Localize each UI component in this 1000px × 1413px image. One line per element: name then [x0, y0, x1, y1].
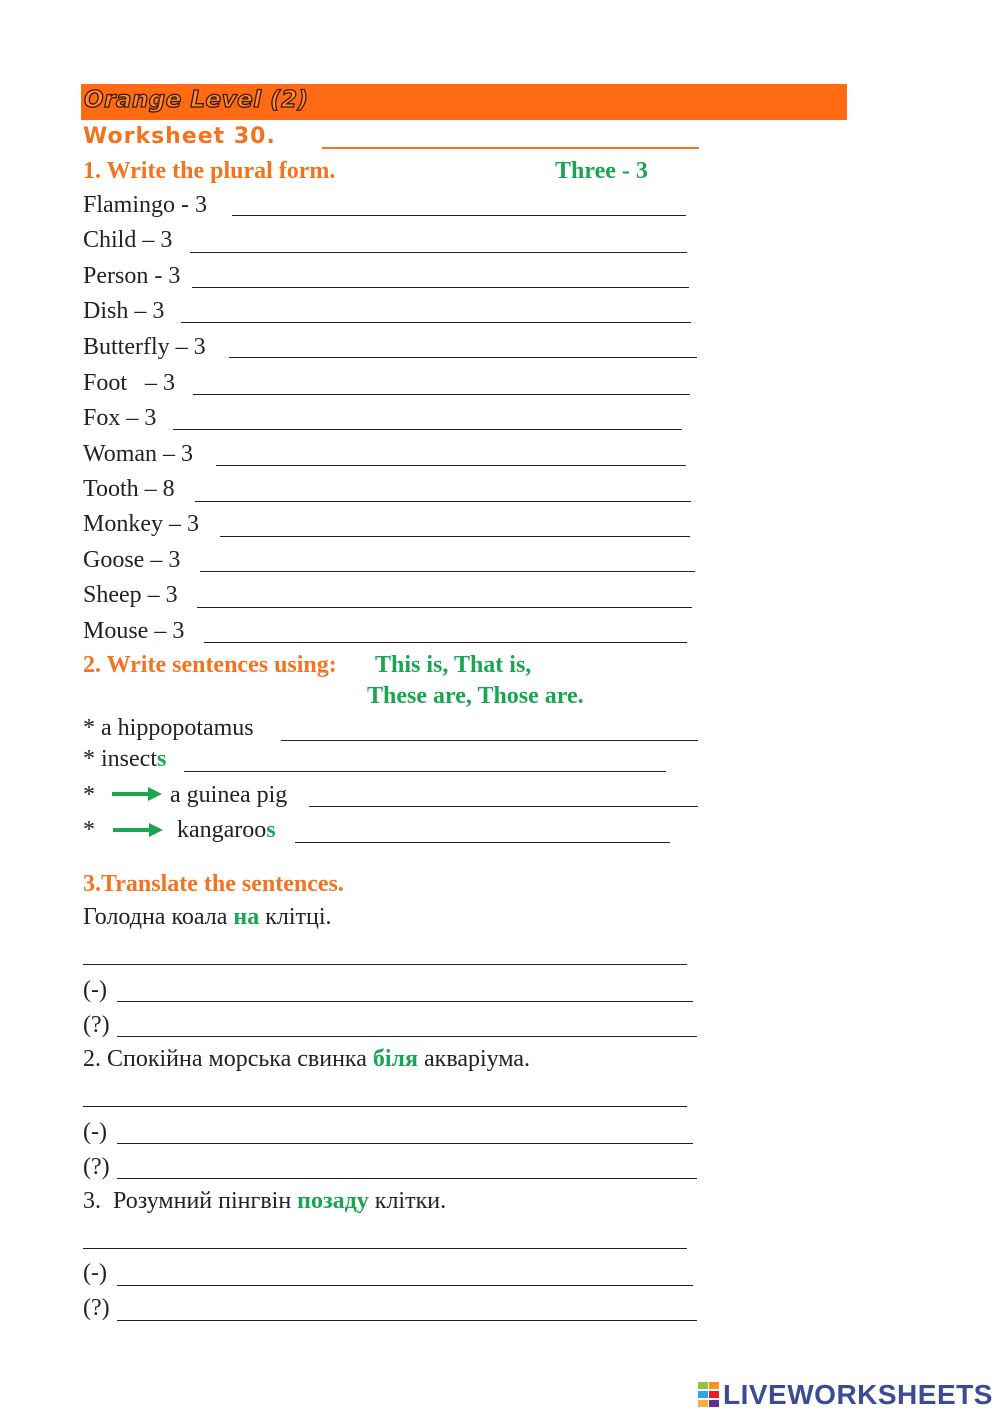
answer-line-guinea-pig[interactable]: [309, 806, 698, 807]
answer-line-goose[interactable]: [200, 571, 695, 572]
answer-line-foot[interactable]: [193, 394, 690, 395]
section2-phrases-2: These are, Those are.: [367, 683, 584, 709]
section1-hint: Three - 3: [555, 158, 648, 184]
section1-heading: 1. Write the plural form.: [83, 158, 336, 184]
translate-sentence-2: 2. Спокійна морська свинка біля акваріума.: [83, 1046, 531, 1072]
answer-line-2-question[interactable]: [117, 1178, 697, 1179]
plural-item-person: Person - 3: [83, 263, 181, 289]
answer-line-2-affirmative[interactable]: [83, 1106, 687, 1107]
answer-line-butterfly[interactable]: [229, 357, 697, 358]
plural-item-monkey: Monkey – 3: [83, 511, 199, 537]
question-label-2: (?): [83, 1154, 110, 1180]
sentence-item-kangaroos: kangaroos: [177, 817, 276, 843]
answer-line-1-affirmative[interactable]: [83, 964, 687, 965]
sentence-item-star-3: *: [83, 782, 95, 808]
section2-phrases-1: This is, That is,: [375, 652, 532, 678]
negative-label-2: (-): [83, 1119, 107, 1145]
negative-label-1: (-): [83, 977, 107, 1003]
plural-item-child: Child – 3: [83, 227, 173, 253]
level-title: Orange Level (2): [84, 87, 309, 113]
answer-line-monkey[interactable]: [220, 536, 690, 537]
answer-line-person[interactable]: [192, 287, 689, 288]
sentence-item-insects: * insects: [83, 746, 167, 772]
answer-line-tooth[interactable]: [195, 501, 691, 502]
question-label-3: (?): [83, 1295, 110, 1321]
answer-line-1-question[interactable]: [117, 1036, 697, 1037]
answer-line-1-negative[interactable]: [117, 1001, 693, 1002]
plural-item-fox: Fox – 3: [83, 405, 157, 431]
worksheet-title: Worksheet 30.: [83, 124, 276, 149]
answer-line-child[interactable]: [190, 252, 687, 253]
answer-line-2-negative[interactable]: [117, 1143, 693, 1144]
sentence-item-star-4: *: [83, 817, 95, 843]
section2-heading: 2. Write sentences using:: [83, 652, 337, 678]
answer-line-3-question[interactable]: [117, 1320, 697, 1321]
answer-line-hippopotamus[interactable]: [281, 740, 698, 741]
answer-line-insects[interactable]: [184, 771, 666, 772]
question-label-1: (?): [83, 1012, 110, 1038]
section3-heading: 3.Translate the sentences.: [83, 871, 344, 897]
answer-line-mouse[interactable]: [204, 642, 687, 643]
answer-line-3-affirmative[interactable]: [83, 1248, 687, 1249]
plural-item-tooth: Tooth – 8: [83, 476, 175, 502]
sentence-item-hippopotamus: * a hippopotamus: [83, 715, 254, 741]
negative-label-3: (-): [83, 1260, 107, 1286]
plural-item-mouse: Mouse – 3: [83, 618, 185, 644]
arrow-right-icon: [113, 823, 163, 837]
answer-line-woman[interactable]: [216, 465, 686, 466]
arrow-right-icon: [112, 787, 162, 801]
plural-item-sheep: Sheep – 3: [83, 582, 178, 608]
answer-line-dish[interactable]: [181, 322, 691, 323]
answer-line-fox[interactable]: [173, 429, 682, 430]
name-blank: [322, 147, 699, 149]
answer-line-kangaroos[interactable]: [295, 842, 670, 843]
translate-sentence-1: Голодна коала на клітці.: [83, 904, 332, 930]
answer-line-flamingo[interactable]: [232, 215, 686, 216]
plural-item-woman: Woman – 3: [83, 441, 194, 467]
sentence-item-guinea-pig: a guinea pig: [170, 782, 288, 808]
logo-text: LIVEWORKSHEETS: [723, 1379, 993, 1410]
plural-item-foot: Foot – 3: [83, 370, 176, 396]
plural-item-dish: Dish – 3: [83, 298, 165, 324]
translate-sentence-3: 3. Розумний пінгвін позаду клітки.: [83, 1188, 447, 1214]
plural-item-flamingo: Flamingo - 3: [83, 192, 207, 218]
answer-line-sheep[interactable]: [197, 607, 692, 608]
level-banner: [81, 84, 847, 120]
plural-item-goose: Goose – 3: [83, 547, 181, 573]
plural-item-butterfly: Butterfly – 3: [83, 334, 206, 360]
answer-line-3-negative[interactable]: [117, 1285, 693, 1286]
liveworksheets-icon: [698, 1382, 720, 1408]
liveworksheets-logo: [698, 1378, 993, 1412]
